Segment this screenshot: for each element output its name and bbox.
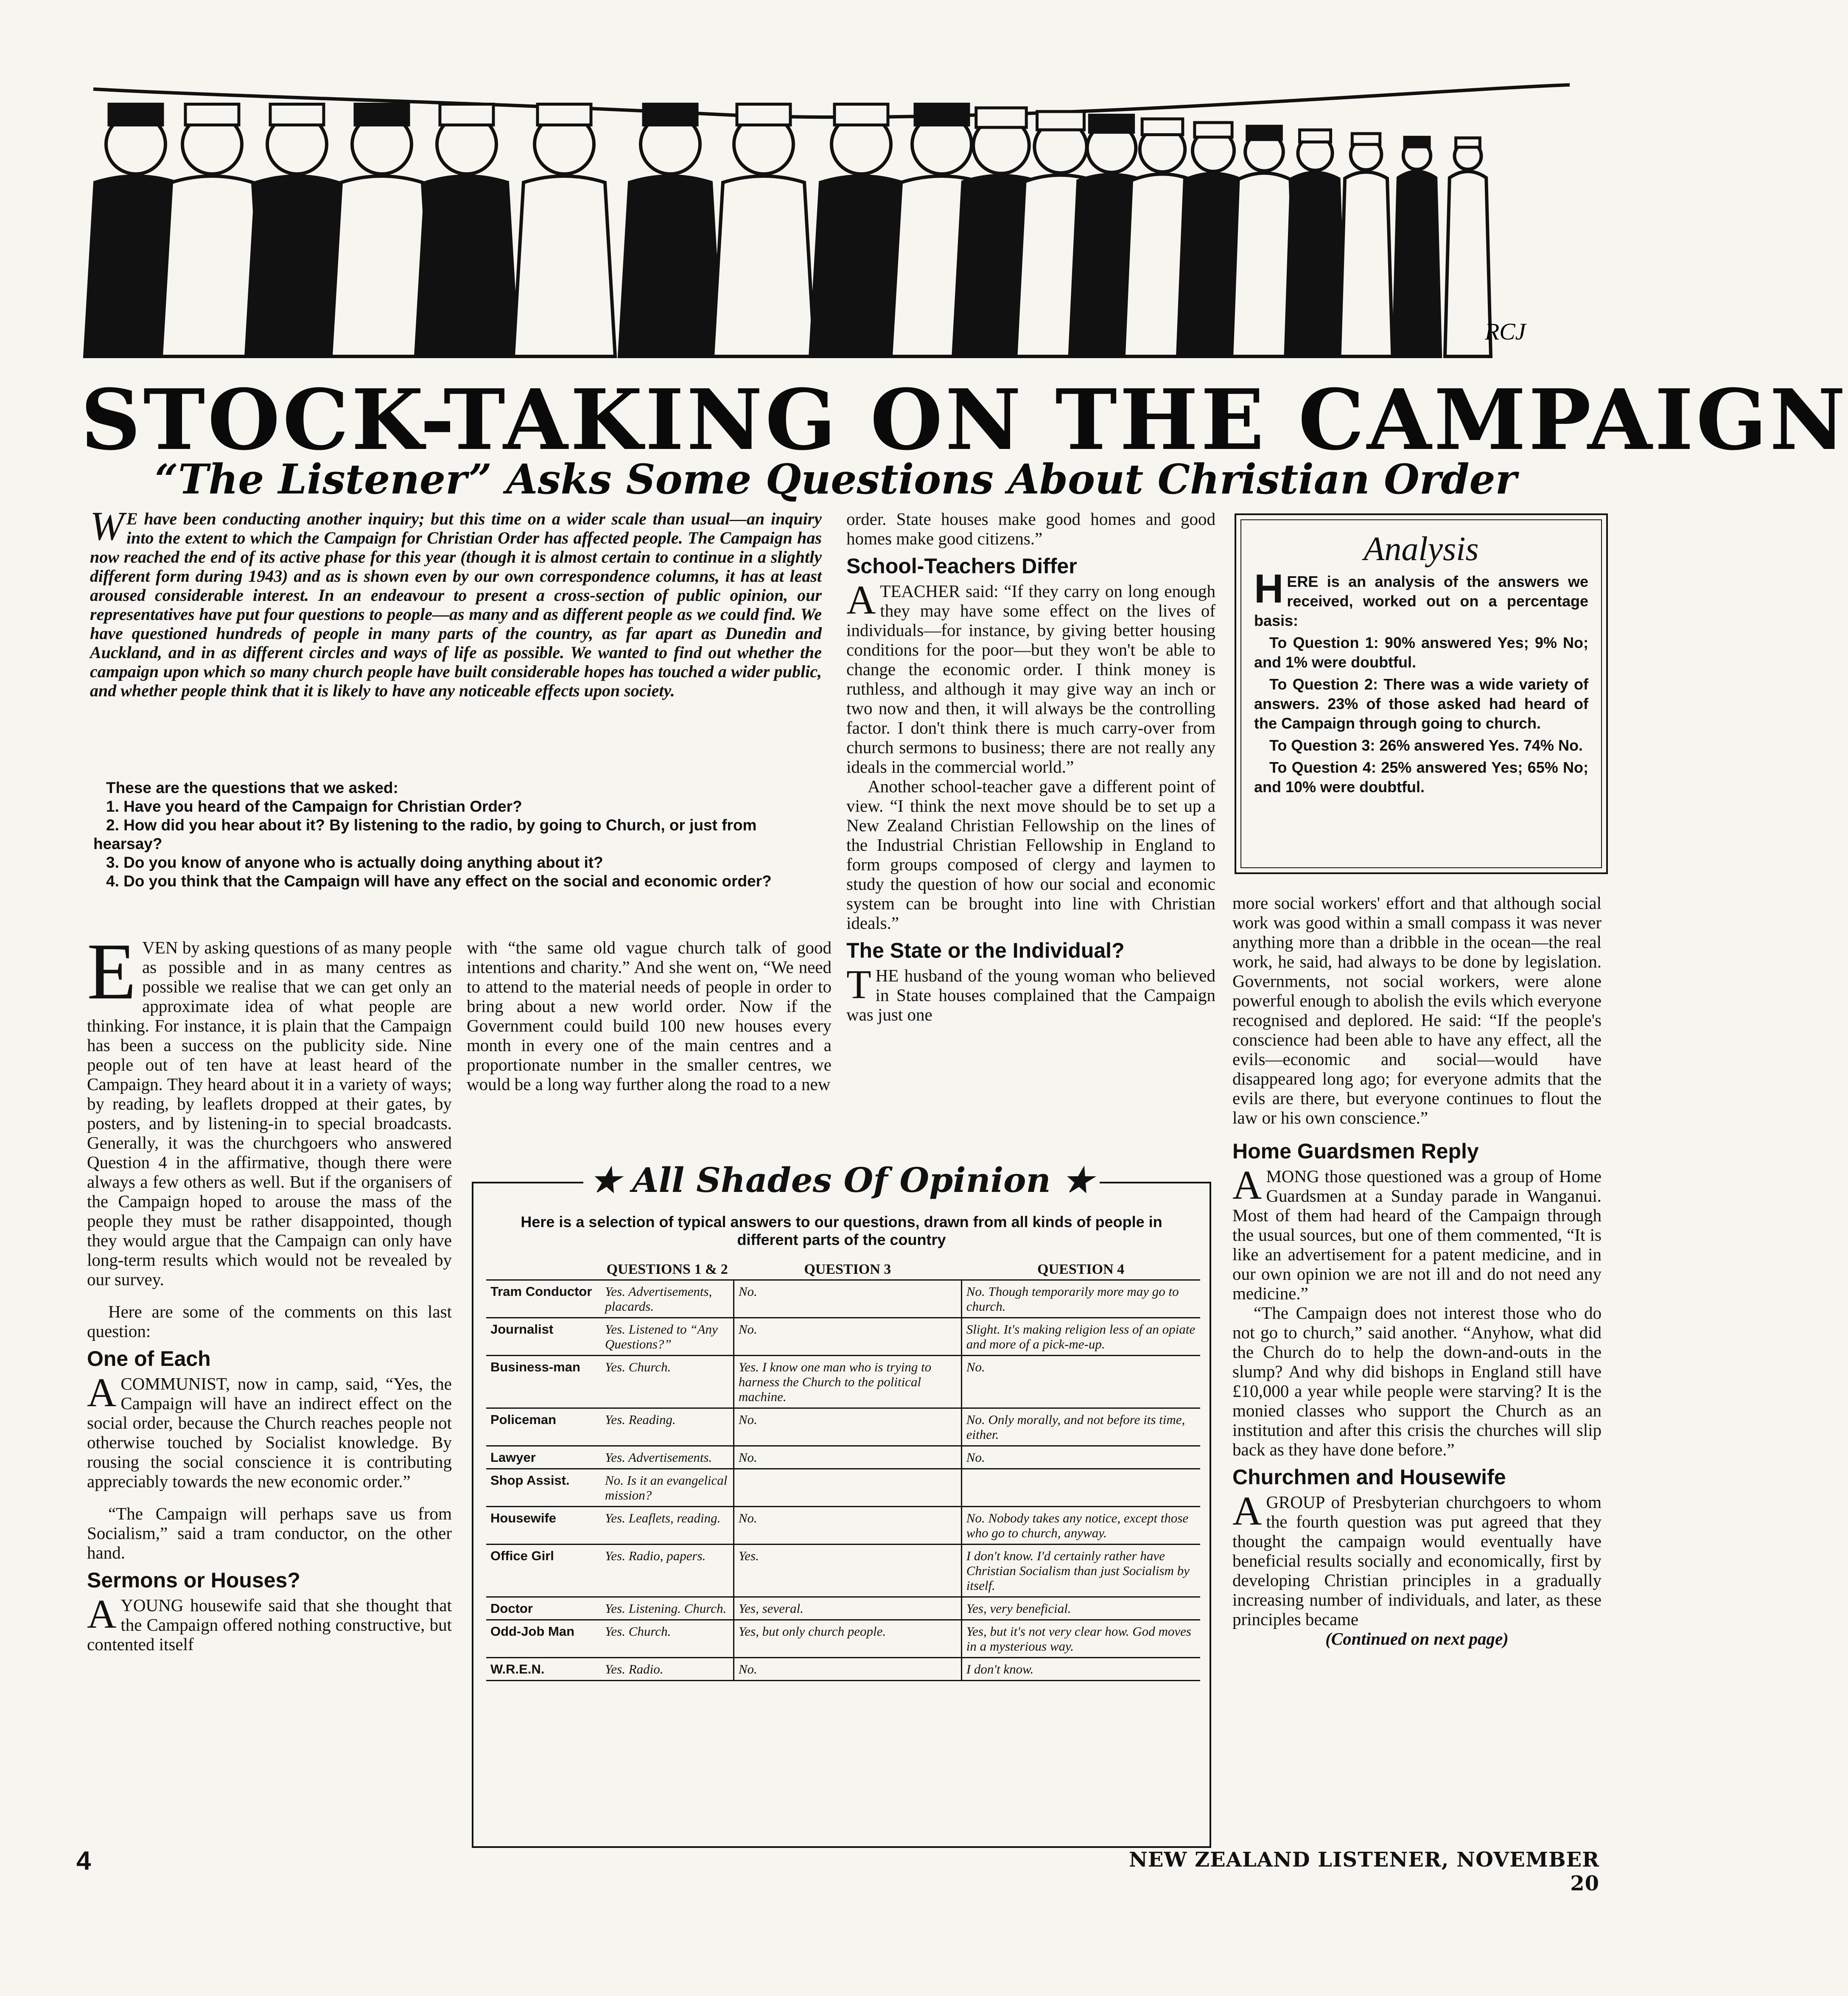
question-item: 1. Have you heard of the Campaign for Christian Order?	[106, 798, 522, 815]
analysis-q3: To Question 3: 26% answered Yes. 74% No.	[1269, 737, 1583, 754]
table-header	[486, 1260, 601, 1280]
section-heading-state-or-individual: The State or the Individual?	[846, 939, 1125, 962]
figure-body	[416, 176, 518, 356]
col2-paragraph-1: with “the same old vague church talk of good intentions and charity.” And she went on, “We need to attend to the material needs of people in order to bring about a new world order. Now if the Government could build 100 new houses every month in every one of the main centres and a proportionate number in the smaller centres, we would be a long way further along the road to a new	[467, 938, 832, 1094]
col1-paragraph-1: VEN by asking questions of as many people as possible and in as many centres as possible we realise that we can get only an approximate idea of what people are thinking. For instance, it is plain that the Campaign has been a success on the publicity side. Nine people out of ten have at least heard of the Campaign. They heard about it in a variety of ways; by reading, by leaflets dropped at their gates, by posters, and by listening-in to special broadcasts. Generally, it was the churchgoers who answered Question 4 in the affirmative, though there were always a few others as well. But if the organisers of the Campaign hoped to arouse the mass of the people they must be rather disappointed, though they would argue that the Campaign can only have long-term results which would not be revealed by our survey.	[87, 938, 452, 1289]
opinion-box	[472, 1160, 1211, 1848]
drop-cap-e: E	[87, 927, 137, 1016]
analysis-q1: To Question 1: 90% answered Yes; 9% No; and 1% were doubtful.	[1254, 634, 1588, 671]
table-cell-q3: Yes, several.	[734, 1597, 961, 1620]
figure-body	[513, 176, 615, 356]
figure-hat	[440, 104, 493, 125]
figure-hat	[644, 104, 697, 125]
table-cell-q12: Yes. Radio, papers.	[601, 1545, 734, 1597]
section-heading-one-of-each: One of Each	[87, 1347, 211, 1371]
table-cell-q4	[961, 1469, 1200, 1507]
table-row	[486, 1620, 1200, 1658]
drop-cap: A	[87, 1591, 117, 1637]
table-cell-q3: No.	[734, 1507, 961, 1545]
page-subhead: “The Listener” Asks Some Questions About Christian Order	[154, 455, 1517, 503]
table-row	[486, 1356, 1200, 1408]
analysis-q4: To Question 4: 25% answered Yes; 65% No; and 10% were doubtful.	[1254, 759, 1588, 796]
table-cell-q4: No.	[961, 1356, 1200, 1408]
table-row	[486, 1658, 1200, 1681]
table-cell-q4: Yes, very beneficial.	[961, 1597, 1200, 1620]
table-cell-q12: Yes. Church.	[601, 1356, 734, 1408]
figure-hat	[355, 104, 409, 125]
intro-text: E have been conducting another inquiry; but this time on a wider scale than usual—an inquiry into the extent to which the Campaign for Christian Order has affected people. The Campaign has now reached the end of its active phase for this year (though it is almost certain to continue in a slightly different form during 1943) and as is shown even by our own correspondence columns, it has at least aroused considerable interest. In an endeavour to present a cross-section of public opinion, our representatives have put four questions to people—as many and as different people as we could find. We have questioned hundreds of people in many parts of the country, as far apart as Dunedin and Auckland, and in as different circles and ways of life as possible. We wanted to find out whether the campaign upon which so many church people have built considerable hopes has touched a wider public, and whether people think that it is likely to have any noticeable effects upon society.	[90, 509, 822, 700]
table-row	[486, 1597, 1200, 1620]
table-cell-role: Doctor	[486, 1597, 601, 1620]
table-header: QUESTIONS 1 & 2	[601, 1260, 734, 1280]
table-cell-q12: Yes. Listening. Church.	[601, 1597, 734, 1620]
col1-paragraph-3: COMMUNIST, now in camp, said, “Yes, the Campaign will have an indirect effect on the social order, because the Church reaches people not otherwise touched by Socialist knowledge. By rousing the social conscience it is contributing appreciably towards the new economic order.”	[87, 1374, 452, 1491]
col1-paragraph-4: “The Campaign will perhaps save us from Socialism,” said a tram conductor, on the other hand.	[87, 1504, 452, 1562]
table-row	[486, 1280, 1200, 1318]
table-cell-q4: Slight. It's making religion less of an opiate and more of a pick-me-up.	[961, 1318, 1200, 1356]
opinion-table	[486, 1260, 1200, 1681]
table-cell-role: Journalist	[486, 1318, 601, 1356]
publication-line: NEW ZEALAND LISTENER, NOVEMBER 20	[1129, 1848, 1599, 1895]
table-cell-role: W.R.E.N.	[486, 1658, 601, 1681]
table-header: QUESTION 4	[961, 1260, 1200, 1280]
intro-paragraph	[90, 503, 822, 700]
table-cell-q4: I don't know.	[961, 1658, 1200, 1681]
table-cell-q4: No. Nobody takes any notice, except those who go to church, anyway.	[961, 1507, 1200, 1545]
table-header: QUESTION 3	[734, 1260, 961, 1280]
section-heading-school-teachers: School-Teachers Differ	[846, 554, 1077, 578]
figure-hat	[1299, 130, 1330, 142]
col3-paragraph-4: HE husband of the young woman who believed in State houses complained that the Campaign was just one	[846, 966, 1215, 1024]
col3-paragraph-3: Another school-teacher gave a different point of view. “I think the next move should be to set up a New Zealand Christian Fellowship on the lines of the Industrial Christian Fellowship in England to form groups composed of clergy and laymen to study the question of how our social and economic system can be brought into line with Christian ideals.”	[846, 777, 1215, 933]
table-cell-q3: No.	[734, 1658, 961, 1681]
question-item: 3. Do you know of anyone who is actually doing anything about it?	[106, 854, 603, 871]
table-cell-q3	[734, 1469, 961, 1507]
figure-hat	[1352, 134, 1380, 144]
table-cell-q3: No.	[734, 1318, 961, 1356]
col4-paragraph-1: more social workers' effort and that although social work was good within a small compass it was never anything more than a dribble in the ocean—the real work, he said, had always to be done by legislation. Governments, not social workers, were alone powerful enough to abolish the evils which everyone recognised and deplored. He said: “If the people's conscience had been able to have any effect, all the evils—economic and social—would have disappeared long ago; for everyone admits that the evils are there, but everyone continues to flout the law or his own conscience.”	[1232, 893, 1602, 1127]
figure-hat	[834, 104, 888, 125]
table-cell-q12: Yes. Church.	[601, 1620, 734, 1658]
analysis-title: Analysis	[1364, 530, 1479, 568]
table-cell-q4: No. Though temporarily more may go to church.	[961, 1280, 1200, 1318]
table-row	[486, 1446, 1200, 1469]
figure-body	[619, 176, 721, 356]
col3-paragraph-2: TEACHER said: “If they carry on long enough they may have some effect on the lives of individuals—for instance, by giving better housing conditions for the poor—but they won't be able to change the economic order. I think money is ruthless, and although it may give way an inch or two now and then, it will always be the controlling factor. I don't think there is much carry-over from church sermons to business; there are not really any ideals in the commercial world.”	[846, 581, 1215, 777]
column-3	[846, 509, 1215, 1024]
figure-hat	[1247, 126, 1282, 140]
figure-hat	[270, 104, 324, 125]
intro-drop-cap: W	[90, 503, 124, 549]
table-cell-role: Business-man	[486, 1356, 601, 1408]
figure-hat	[538, 104, 591, 125]
table-cell-q4: No.	[961, 1446, 1200, 1469]
figure-hat	[915, 104, 969, 125]
figure-body	[713, 176, 815, 356]
page-number: 4	[76, 1846, 91, 1875]
questions-lead: These are the questions that we asked:	[106, 779, 398, 796]
table-cell-q3: No.	[734, 1408, 961, 1446]
table-cell-q12: Yes. Reading.	[601, 1408, 734, 1446]
table-cell-q12: Yes. Advertisements.	[601, 1446, 734, 1469]
drop-cap: A	[846, 577, 876, 622]
table-cell-role: Policeman	[486, 1408, 601, 1446]
figure-body	[1340, 172, 1393, 356]
table-cell-q4: Yes, but it's not very clear how. God moves in a mysterious way.	[961, 1620, 1200, 1658]
table-cell-q4: I don't know. I'd certainly rather have Christian Socialism than just Socialism by itself.	[961, 1545, 1200, 1597]
table-header-row	[486, 1260, 1200, 1280]
table-cell-role: Office Girl	[486, 1545, 601, 1597]
col3-paragraph-1: order. State houses make good homes and good homes make good citizens.”	[846, 509, 1215, 548]
drop-cap: A	[87, 1370, 117, 1415]
question-item: 2. How did you hear about it? By listening to the radio, by going to Church, or just from hearsay?	[93, 816, 757, 852]
table-cell-q12: Yes. Radio.	[601, 1658, 734, 1681]
section-heading-churchmen-housewife: Churchmen and Housewife	[1232, 1465, 1506, 1489]
table-cell-role: Housewife	[486, 1507, 601, 1545]
table-cell-q3: Yes.	[734, 1545, 961, 1597]
table-cell-role: Odd-Job Man	[486, 1620, 601, 1658]
opinion-title: ★ All Shades Of Opinion ★	[583, 1160, 1100, 1200]
analysis-q2: To Question 2: There was a wide variety of answers. 23% of those asked had heard of the Campaign through going to church.	[1254, 676, 1588, 732]
questions-list	[93, 779, 821, 891]
figure-hat	[1405, 137, 1429, 147]
column-2	[467, 938, 832, 1094]
table-cell-q3: No.	[734, 1280, 961, 1318]
crowd-illustration	[85, 64, 1578, 361]
figure-hat	[1195, 123, 1232, 137]
figure-body	[1394, 171, 1440, 356]
table-cell-role: Shop Assist.	[486, 1469, 601, 1507]
continued-note: (Continued on next page)	[1325, 1629, 1509, 1648]
illustration-signature: RCJ	[1485, 319, 1526, 345]
drop-cap: A	[1232, 1488, 1262, 1533]
table-cell-q12: Yes. Listened to “Any Questions?”	[601, 1318, 734, 1356]
table-cell-q12: No. Is it an evangelical mission?	[601, 1469, 734, 1507]
page-headline: STOCK-TAKING ON THE CAMPAIGN	[81, 371, 1848, 469]
table-row	[486, 1507, 1200, 1545]
opinion-intro: Here is a selection of typical answers to our questions, drawn from all kinds of people in different parts of the country	[521, 1213, 1162, 1248]
drop-cap: A	[1232, 1162, 1262, 1208]
table-row	[486, 1469, 1200, 1507]
table-cell-role: Lawyer	[486, 1446, 601, 1469]
col4-paragraph-2: MONG those questioned was a group of Home Guardsmen at a Sunday parade in Wanganui. Most of them had heard of the Campaign through the usual sources, but one of them commented, “It is like an advertisement for a patent medicine, and in our own opinion we are not ill and do not need any medicine.”	[1232, 1166, 1602, 1303]
col4-paragraph-4: GROUP of Presbyterian churchgoers to whom the fourth question was put agreed that they thought the campaign would eventually have beneficial results socially and economically, first by developing Christian principles in a gradually increasing number of individuals, and later, as these principles became	[1232, 1492, 1602, 1629]
drop-cap: H	[1254, 566, 1284, 611]
analysis-box	[1235, 513, 1608, 874]
col4-paragraph-3: “The Campaign does not interest those who do not go to church,” said another. “Anyhow, what did the Church do to help the down-and-outs in the slump? And why did bishops in England still have £10,000 a year while people were starving? It is the monied classes who support the Church as an institution and after this crisis the churches will slip back as they have done before.”	[1232, 1303, 1602, 1459]
table-cell-q4: No. Only morally, and not before its time, either.	[961, 1408, 1200, 1446]
col1-paragraph-2: Here are some of the comments on this last question:	[87, 1302, 452, 1341]
table-cell-q12: Yes. Leaflets, reading.	[601, 1507, 734, 1545]
drop-cap: T	[846, 962, 871, 1007]
table-cell-role: Tram Conductor	[486, 1280, 601, 1318]
figure-hat	[109, 104, 162, 125]
figure-hat	[1089, 115, 1133, 132]
table-row	[486, 1408, 1200, 1446]
col1-paragraph-5: YOUNG housewife said that she thought that the Campaign offered nothing constructive, but contented itself	[87, 1595, 452, 1654]
table-row	[486, 1318, 1200, 1356]
table-row	[486, 1545, 1200, 1597]
table-cell-q12: Yes. Advertisements, placards.	[601, 1280, 734, 1318]
table-cell-q3: No.	[734, 1446, 961, 1469]
section-heading-sermons-or-houses: Sermons or Houses?	[87, 1568, 300, 1592]
table-cell-q3: Yes, but only church people.	[734, 1620, 961, 1658]
figure-body	[1445, 171, 1491, 356]
figure-body	[1285, 173, 1344, 356]
analysis-lead: ERE is an analysis of the answers we received, worked out on a percentage basis:	[1254, 573, 1588, 629]
figure-hat	[737, 104, 790, 125]
column-4	[1232, 893, 1602, 1648]
figure-hat	[976, 108, 1026, 127]
figure-hat	[1037, 112, 1084, 130]
figure-hat	[185, 104, 239, 125]
section-heading-home-guardsmen: Home Guardsmen Reply	[1232, 1139, 1479, 1163]
figure-hat	[1456, 138, 1480, 147]
table-cell-q3: Yes. I know one man who is trying to harness the Church to the political machine.	[734, 1356, 961, 1408]
column-1	[87, 927, 452, 1654]
figure-hat	[1142, 119, 1183, 135]
question-item: 4. Do you think that the Campaign will have any effect on the social and economic order?	[106, 872, 772, 890]
